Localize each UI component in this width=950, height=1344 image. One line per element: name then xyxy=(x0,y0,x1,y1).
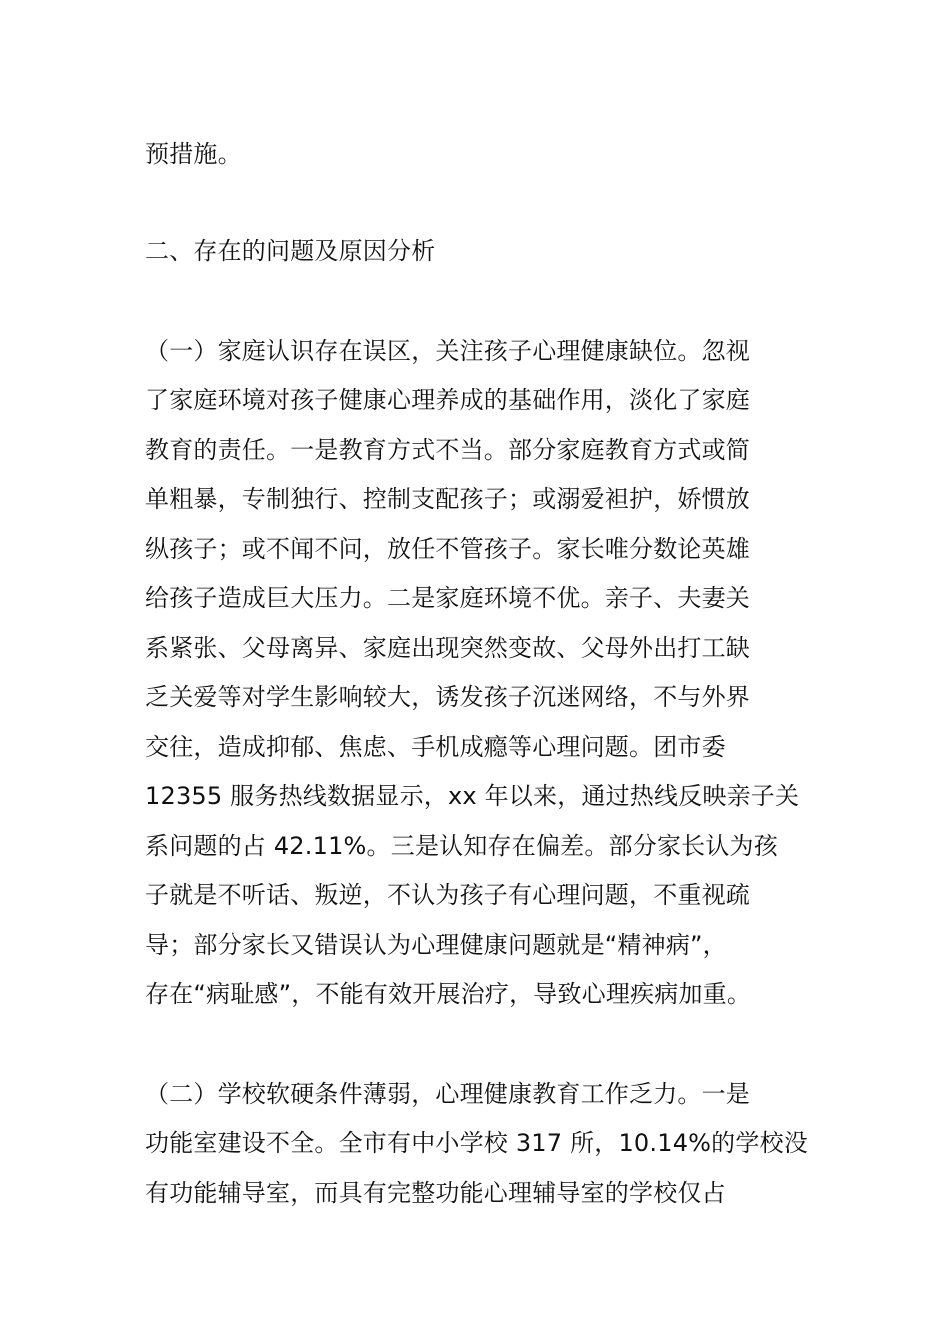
paragraph-line: 纵孩子；或不闻不问，放任不管孩子。家长唯分数论英雄 xyxy=(145,535,750,563)
paragraph-line: 系问题的占 42.11%。三是认知存在偏差。部分家长认为孩 xyxy=(145,832,778,860)
paragraph-line: 了家庭环境对孩子健康心理养成的基础作用，淡化了家庭 xyxy=(145,386,750,414)
section-heading: 二、存在的问题及原因分析 xyxy=(145,237,436,265)
paragraph-line: 单粗暴，专制独行、控制支配孩子；或溺爱袒护，娇惯放 xyxy=(145,485,750,513)
paragraph-line: 存在“病耻感”，不能有效开展治疗，导致心理疾病加重。 xyxy=(145,980,752,1008)
paragraph-line: 导；部分家长又错误认为心理健康问题就是“精神病”， xyxy=(145,931,727,959)
paragraph-line: 乏关爱等对学生影响较大，诱发孩子沉迷网络，不与外界 xyxy=(145,683,750,711)
paragraph-line: 系紧张、父母离异、家庭出现突然变故、父母外出打工缺 xyxy=(145,634,750,662)
paragraph-line: 交往，造成抑郁、焦虑、手机成瘾等心理问题。团市委 xyxy=(145,733,726,761)
paragraph-line: 给孩子造成巨大压力。二是家庭环境不优。亲子、夫妻关 xyxy=(145,584,750,612)
paragraph-line: 教育的责任。一是教育方式不当。部分家庭教育方式或简 xyxy=(145,436,750,464)
paragraph-line: 有功能辅导室，而具有完整功能心理辅导室的学校仅占 xyxy=(145,1179,726,1207)
paragraph-line: （二）学校软硬条件薄弱，心理健康教育工作乏力。一是 xyxy=(145,1080,750,1108)
paragraph-line: （一）家庭认识存在误区，关注孩子心理健康缺位。忽视 xyxy=(145,337,750,365)
paragraph-line: 12355 服务热线数据显示，xx 年以来，通过热线反映亲子关 xyxy=(145,782,800,810)
text-fragment: 预措施。 xyxy=(145,140,242,168)
paragraph-line: 子就是不听话、叛逆，不认为孩子有心理问题，不重视疏 xyxy=(145,881,750,909)
paragraph-line: 功能室建设不全。全市有中小学校 317 所，10.14%的学校没 xyxy=(145,1129,808,1157)
